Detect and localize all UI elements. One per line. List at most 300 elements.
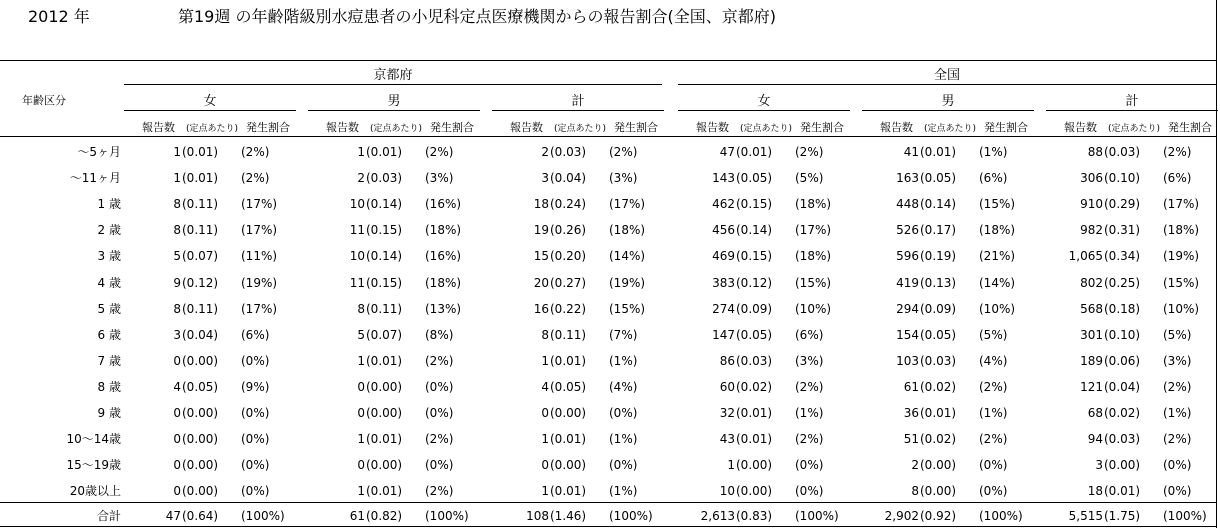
per-site-cell: (1.46) <box>550 509 587 523</box>
per-site-cell: (0.00) <box>182 353 219 368</box>
ratio-cell: (17%) <box>241 197 278 212</box>
ratio-cell: (9%) <box>241 379 270 394</box>
per-site-cell: (0.09) <box>920 301 957 316</box>
count-cell: 8 <box>911 484 919 499</box>
count-cell: 1 <box>357 432 365 447</box>
per-site-cell: (0.00) <box>550 458 587 473</box>
count-cell: 8 <box>357 301 365 316</box>
count-cell: 1 <box>541 353 549 368</box>
ratio-cell: (8%) <box>425 327 454 342</box>
per-site-cell: (0.82) <box>366 509 403 523</box>
per-site-cell: (0.17) <box>920 223 957 238</box>
ratio-cell: (5%) <box>795 171 824 186</box>
ratio-cell: (2%) <box>795 379 824 394</box>
region-header-national: 全国 <box>933 68 960 83</box>
per-site-cell: (0.34) <box>1104 249 1141 264</box>
age-label: 〜11ヶ月 <box>69 171 121 186</box>
per-site-cell: (0.01) <box>920 406 957 420</box>
ratio-cell: (100%) <box>1163 509 1207 523</box>
per-site-cell: (0.00) <box>920 458 957 473</box>
per-site-subheader: (定点あたり) <box>186 124 239 134</box>
count-cell: 0 <box>173 458 181 473</box>
count-cell: 143 <box>712 171 735 186</box>
ratio-cell: (2%) <box>425 432 454 447</box>
count-subheader: 報告数 <box>510 121 543 134</box>
ratio-cell: (6%) <box>795 327 824 342</box>
count-cell: 306 <box>1080 171 1103 186</box>
age-label: 6 歳 <box>97 327 121 342</box>
count-cell: 189 <box>1080 353 1103 368</box>
ratio-cell: (18%) <box>609 223 646 238</box>
ratio-cell: (16%) <box>425 197 462 212</box>
per-site-cell: (0.01) <box>182 145 219 159</box>
report-title: 第19週 の年齢階級別水痘患者の小児科定点医療機関からの報告割合(全国、京都府) <box>178 7 776 26</box>
ratio-cell: (15%) <box>795 275 832 290</box>
per-site-cell: (0.04) <box>182 327 219 342</box>
table-bottom-border <box>0 526 1216 527</box>
ratio-cell: (2%) <box>795 432 824 447</box>
per-site-cell: (0.00) <box>736 484 773 499</box>
age-label: 10〜14歳 <box>66 432 121 447</box>
per-site-cell: (0.00) <box>182 432 219 447</box>
age-label: 1 歳 <box>97 197 121 212</box>
count-cell: 94 <box>1087 432 1103 447</box>
gender-header-rule-national-female <box>678 110 850 111</box>
age-label: 8 歳 <box>97 379 121 394</box>
ratio-cell: (2%) <box>979 379 1008 394</box>
count-cell: 68 <box>1087 406 1103 420</box>
per-site-cell: (0.12) <box>736 275 773 290</box>
ratio-cell: (6%) <box>241 327 270 342</box>
ratio-cell: (100%) <box>609 509 653 523</box>
count-cell: 10 <box>349 249 365 264</box>
count-cell: 526 <box>896 223 919 238</box>
ratio-subheader: 発生割合 <box>614 121 658 134</box>
gender-header-kyoto-female: 女 <box>203 94 217 109</box>
count-cell: 18 <box>533 197 549 212</box>
count-cell: 383 <box>712 275 735 290</box>
ratio-cell: (0%) <box>425 458 454 473</box>
count-cell: 9 <box>173 275 181 290</box>
count-cell: 18 <box>1087 484 1103 499</box>
per-site-cell: (0.15) <box>366 223 403 238</box>
per-site-cell: (0.12) <box>182 275 219 290</box>
per-site-cell: (0.13) <box>920 275 957 290</box>
count-cell: 154 <box>896 327 919 342</box>
per-site-cell: (0.25) <box>1104 275 1141 290</box>
ratio-cell: (19%) <box>241 275 278 290</box>
count-cell: 2 <box>911 458 919 473</box>
per-site-cell: (0.03) <box>366 171 403 186</box>
ratio-cell: (1%) <box>1163 406 1192 420</box>
table-right-border <box>1216 0 1217 528</box>
ratio-cell: (0%) <box>425 406 454 420</box>
per-site-cell: (0.00) <box>366 406 403 420</box>
ratio-cell: (3%) <box>609 171 638 186</box>
ratio-cell: (2%) <box>1163 379 1192 394</box>
per-site-cell: (0.31) <box>1104 223 1141 238</box>
ratio-cell: (2%) <box>241 145 270 159</box>
count-cell: 448 <box>896 197 919 212</box>
ratio-cell: (15%) <box>979 197 1016 212</box>
count-cell: 147 <box>712 327 735 342</box>
count-cell: 47 <box>165 509 181 523</box>
region-header-rule-kyoto <box>124 84 662 85</box>
age-label: 4 歳 <box>97 275 121 290</box>
count-cell: 20 <box>533 275 549 290</box>
ratio-cell: (1%) <box>979 406 1008 420</box>
age-label: 5 歳 <box>97 301 121 316</box>
count-subheader: 報告数 <box>1064 121 1097 134</box>
per-site-cell: (0.11) <box>182 301 219 316</box>
ratio-cell: (4%) <box>979 353 1008 368</box>
per-site-cell: (0.10) <box>1104 327 1141 342</box>
count-cell: 61 <box>349 509 365 523</box>
count-cell: 5 <box>357 327 365 342</box>
per-site-cell: (0.15) <box>366 275 403 290</box>
per-site-cell: (0.14) <box>736 223 773 238</box>
ratio-cell: (100%) <box>425 509 469 523</box>
ratio-cell: (4%) <box>609 379 638 394</box>
ratio-cell: (18%) <box>795 249 832 264</box>
ratio-cell: (17%) <box>795 223 832 238</box>
ratio-cell: (0%) <box>241 432 270 447</box>
per-site-cell: (0.01) <box>550 484 587 499</box>
per-site-cell: (0.07) <box>366 327 403 342</box>
count-cell: 86 <box>719 353 735 368</box>
count-cell: 0 <box>173 484 181 499</box>
ratio-cell: (17%) <box>1163 197 1200 212</box>
age-label: 15〜19歳 <box>66 458 121 473</box>
ratio-cell: (0%) <box>241 484 270 499</box>
ratio-cell: (15%) <box>1163 275 1200 290</box>
count-cell: 456 <box>712 223 735 238</box>
ratio-cell: (2%) <box>1163 432 1192 447</box>
per-site-cell: (0.07) <box>182 249 219 264</box>
count-cell: 0 <box>173 353 181 368</box>
count-cell: 1,065 <box>1068 249 1103 264</box>
per-site-cell: (0.18) <box>1104 301 1141 316</box>
per-site-cell: (0.02) <box>920 432 957 447</box>
ratio-cell: (2%) <box>425 353 454 368</box>
per-site-subheader: (定点あたり) <box>370 124 423 134</box>
per-site-cell: (0.14) <box>920 197 957 212</box>
count-cell: 163 <box>896 171 919 186</box>
count-cell: 1 <box>357 145 365 159</box>
per-site-cell: (1.75) <box>1104 509 1141 523</box>
ratio-cell: (0%) <box>609 458 638 473</box>
age-label: 7 歳 <box>97 353 121 368</box>
ratio-cell: (18%) <box>979 223 1016 238</box>
count-cell: 11 <box>349 223 365 238</box>
report-title-year: 2012 年 <box>28 7 90 26</box>
per-site-cell: (0.01) <box>736 432 773 447</box>
count-cell: 8 <box>173 223 181 238</box>
per-site-cell: (0.10) <box>1104 171 1141 186</box>
age-label: 〜5ヶ月 <box>77 145 121 159</box>
gender-header-rule-national-total <box>1046 110 1218 111</box>
per-site-subheader: (定点あたり) <box>740 124 793 134</box>
count-cell: 0 <box>357 458 365 473</box>
per-site-cell: (0.01) <box>366 353 403 368</box>
count-cell: 0 <box>173 432 181 447</box>
per-site-cell: (0.03) <box>736 353 773 368</box>
ratio-cell: (18%) <box>425 275 462 290</box>
per-site-cell: (0.20) <box>550 249 587 264</box>
count-cell: 4 <box>541 379 549 394</box>
per-site-cell: (0.02) <box>736 379 773 394</box>
count-cell: 2 <box>357 171 365 186</box>
ratio-cell: (1%) <box>609 432 638 447</box>
per-site-cell: (0.22) <box>550 301 587 316</box>
per-site-cell: (0.05) <box>920 327 957 342</box>
per-site-cell: (0.01) <box>736 406 773 420</box>
per-site-cell: (0.29) <box>1104 197 1141 212</box>
per-site-cell: (0.03) <box>550 145 587 159</box>
count-cell: 3 <box>1095 458 1103 473</box>
count-cell: 108 <box>526 509 549 523</box>
per-site-cell: (0.15) <box>736 197 773 212</box>
count-cell: 32 <box>719 406 735 420</box>
count-cell: 462 <box>712 197 735 212</box>
count-cell: 8 <box>173 197 181 212</box>
count-cell: 47 <box>719 145 735 159</box>
per-site-cell: (0.00) <box>1104 458 1141 473</box>
count-cell: 43 <box>719 432 735 447</box>
ratio-cell: (17%) <box>609 197 646 212</box>
count-cell: 419 <box>896 275 919 290</box>
count-cell: 469 <box>712 249 735 264</box>
per-site-cell: (0.06) <box>1104 353 1141 368</box>
per-site-cell: (0.00) <box>736 458 773 473</box>
count-cell: 1 <box>173 171 181 186</box>
ratio-subheader: 発生割合 <box>1168 121 1212 134</box>
ratio-cell: (7%) <box>609 327 638 342</box>
per-site-cell: (0.00) <box>182 458 219 473</box>
count-cell: 61 <box>903 379 919 394</box>
ratio-cell: (0%) <box>241 458 270 473</box>
ratio-cell: (16%) <box>425 249 462 264</box>
per-site-cell: (0.05) <box>736 171 773 186</box>
count-cell: 0 <box>541 458 549 473</box>
per-site-cell: (0.03) <box>920 353 957 368</box>
per-site-cell: (0.26) <box>550 223 587 238</box>
ratio-cell: (19%) <box>1163 249 1200 264</box>
ratio-cell: (0%) <box>1163 484 1192 499</box>
count-cell: 2,613 <box>700 509 735 523</box>
ratio-cell: (15%) <box>609 301 646 316</box>
count-cell: 301 <box>1080 327 1103 342</box>
ratio-cell: (0%) <box>979 458 1008 473</box>
gender-header-rule-kyoto-male <box>308 110 480 111</box>
ratio-cell: (17%) <box>241 223 278 238</box>
per-site-cell: (0.11) <box>550 327 587 342</box>
count-cell: 1 <box>541 432 549 447</box>
per-site-cell: (0.04) <box>1104 379 1141 394</box>
count-subheader: 報告数 <box>696 121 729 134</box>
age-label: 20歳以上 <box>69 484 121 499</box>
ratio-cell: (0%) <box>1163 458 1192 473</box>
count-cell: 36 <box>903 406 919 420</box>
count-cell: 596 <box>896 249 919 264</box>
count-subheader: 報告数 <box>326 121 359 134</box>
age-label: 9 歳 <box>97 406 121 420</box>
ratio-cell: (5%) <box>979 327 1008 342</box>
per-site-cell: (0.05) <box>920 171 957 186</box>
count-cell: 294 <box>896 301 919 316</box>
count-cell: 19 <box>533 223 549 238</box>
count-cell: 60 <box>719 379 735 394</box>
ratio-cell: (2%) <box>795 145 824 159</box>
per-site-cell: (0.15) <box>736 249 773 264</box>
per-site-cell: (0.01) <box>550 432 587 447</box>
per-site-cell: (0.03) <box>1104 145 1141 159</box>
count-cell: 3 <box>173 327 181 342</box>
ratio-cell: (2%) <box>425 145 454 159</box>
count-cell: 5,515 <box>1068 509 1103 523</box>
count-cell: 5 <box>173 249 181 264</box>
ratio-cell: (2%) <box>609 145 638 159</box>
count-cell: 16 <box>533 301 549 316</box>
age-column-header: 年齢区分 <box>22 94 66 107</box>
count-cell: 1 <box>173 145 181 159</box>
ratio-cell: (100%) <box>979 509 1023 523</box>
ratio-cell: (0%) <box>425 379 454 394</box>
count-cell: 2 <box>541 145 549 159</box>
gender-header-rule-national-male <box>862 110 1034 111</box>
per-site-cell: (0.09) <box>736 301 773 316</box>
per-site-cell: (0.01) <box>366 432 403 447</box>
per-site-subheader: (定点あたり) <box>554 124 607 134</box>
ratio-cell: (11%) <box>241 249 278 264</box>
ratio-cell: (18%) <box>1163 223 1200 238</box>
count-cell: 802 <box>1080 275 1103 290</box>
per-site-cell: (0.83) <box>736 509 773 523</box>
per-site-cell: (0.01) <box>920 145 957 159</box>
gender-header-kyoto-male: 男 <box>387 94 401 109</box>
count-cell: 0 <box>173 406 181 420</box>
per-site-cell: (0.02) <box>920 379 957 394</box>
gender-header-national-female: 女 <box>757 94 771 109</box>
per-site-cell: (0.14) <box>366 249 403 264</box>
ratio-cell: (0%) <box>241 406 270 420</box>
per-site-cell: (0.05) <box>182 379 219 394</box>
ratio-cell: (0%) <box>241 353 270 368</box>
count-cell: 2,902 <box>884 509 919 523</box>
ratio-cell: (6%) <box>1163 171 1192 186</box>
ratio-cell: (19%) <box>609 275 646 290</box>
ratio-cell: (1%) <box>979 145 1008 159</box>
region-header-rule-national <box>678 84 1216 85</box>
gender-header-national-total: 計 <box>1125 94 1139 109</box>
per-site-cell: (0.00) <box>366 458 403 473</box>
ratio-cell: (3%) <box>795 353 824 368</box>
ratio-cell: (1%) <box>609 484 638 499</box>
gender-header-kyoto-total: 計 <box>571 94 585 109</box>
ratio-cell: (100%) <box>241 509 285 523</box>
ratio-cell: (1%) <box>609 353 638 368</box>
ratio-cell: (100%) <box>795 509 839 523</box>
per-site-cell: (0.02) <box>1104 406 1141 420</box>
ratio-cell: (5%) <box>1163 327 1192 342</box>
count-cell: 1 <box>357 353 365 368</box>
per-site-cell: (0.11) <box>366 301 403 316</box>
per-site-cell: (0.00) <box>920 484 957 499</box>
ratio-cell: (14%) <box>609 249 646 264</box>
count-cell: 51 <box>903 432 919 447</box>
ratio-cell: (10%) <box>979 301 1016 316</box>
per-site-cell: (0.24) <box>550 197 587 212</box>
count-cell: 568 <box>1080 301 1103 316</box>
total-label: 合計 <box>96 509 121 523</box>
per-site-cell: (0.19) <box>920 249 957 264</box>
per-site-cell: (0.01) <box>366 145 403 159</box>
age-label: 2 歳 <box>97 223 121 238</box>
ratio-cell: (14%) <box>979 275 1016 290</box>
gender-header-national-male: 男 <box>941 94 955 109</box>
age-label: 3 歳 <box>97 249 121 264</box>
total-row-rule <box>0 502 1216 503</box>
per-site-cell: (0.05) <box>736 327 773 342</box>
count-subheader: 報告数 <box>142 121 175 134</box>
ratio-subheader: 発生割合 <box>800 121 844 134</box>
ratio-subheader: 発生割合 <box>246 121 290 134</box>
ratio-subheader: 発生割合 <box>984 121 1028 134</box>
count-cell: 121 <box>1080 379 1103 394</box>
count-cell: 1 <box>357 484 365 499</box>
count-cell: 3 <box>541 171 549 186</box>
ratio-cell: (10%) <box>795 301 832 316</box>
per-site-cell: (0.00) <box>182 484 219 499</box>
ratio-cell: (2%) <box>425 484 454 499</box>
count-cell: 0 <box>357 406 365 420</box>
count-subheader: 報告数 <box>880 121 913 134</box>
count-cell: 8 <box>173 301 181 316</box>
gender-header-rule-kyoto-female <box>124 110 296 111</box>
region-header-kyoto: 京都府 <box>373 68 413 83</box>
per-site-subheader: (定点あたり) <box>1108 124 1161 134</box>
count-cell: 982 <box>1080 223 1103 238</box>
count-cell: 11 <box>349 275 365 290</box>
ratio-cell: (2%) <box>1163 145 1192 159</box>
ratio-cell: (17%) <box>241 301 278 316</box>
ratio-cell: (18%) <box>425 223 462 238</box>
per-site-cell: (0.00) <box>366 379 403 394</box>
ratio-cell: (0%) <box>609 406 638 420</box>
count-cell: 1 <box>541 484 549 499</box>
per-site-cell: (0.01) <box>366 484 403 499</box>
ratio-cell: (13%) <box>425 301 462 316</box>
table-top-border <box>0 60 1216 61</box>
per-site-cell: (0.11) <box>182 223 219 238</box>
count-cell: 0 <box>357 379 365 394</box>
ratio-cell: (3%) <box>1163 353 1192 368</box>
gender-header-rule-kyoto-total <box>492 110 664 111</box>
ratio-cell: (21%) <box>979 249 1016 264</box>
ratio-cell: (0%) <box>795 458 824 473</box>
per-site-cell: (0.64) <box>182 509 219 523</box>
count-cell: 4 <box>173 379 181 394</box>
per-site-cell: (0.27) <box>550 275 587 290</box>
ratio-subheader: 発生割合 <box>430 121 474 134</box>
ratio-cell: (0%) <box>979 484 1008 499</box>
ratio-cell: (1%) <box>795 406 824 420</box>
per-site-cell: (0.03) <box>1104 432 1141 447</box>
count-cell: 274 <box>712 301 735 316</box>
count-cell: 88 <box>1087 145 1103 159</box>
count-cell: 910 <box>1080 197 1103 212</box>
count-cell: 103 <box>896 353 919 368</box>
